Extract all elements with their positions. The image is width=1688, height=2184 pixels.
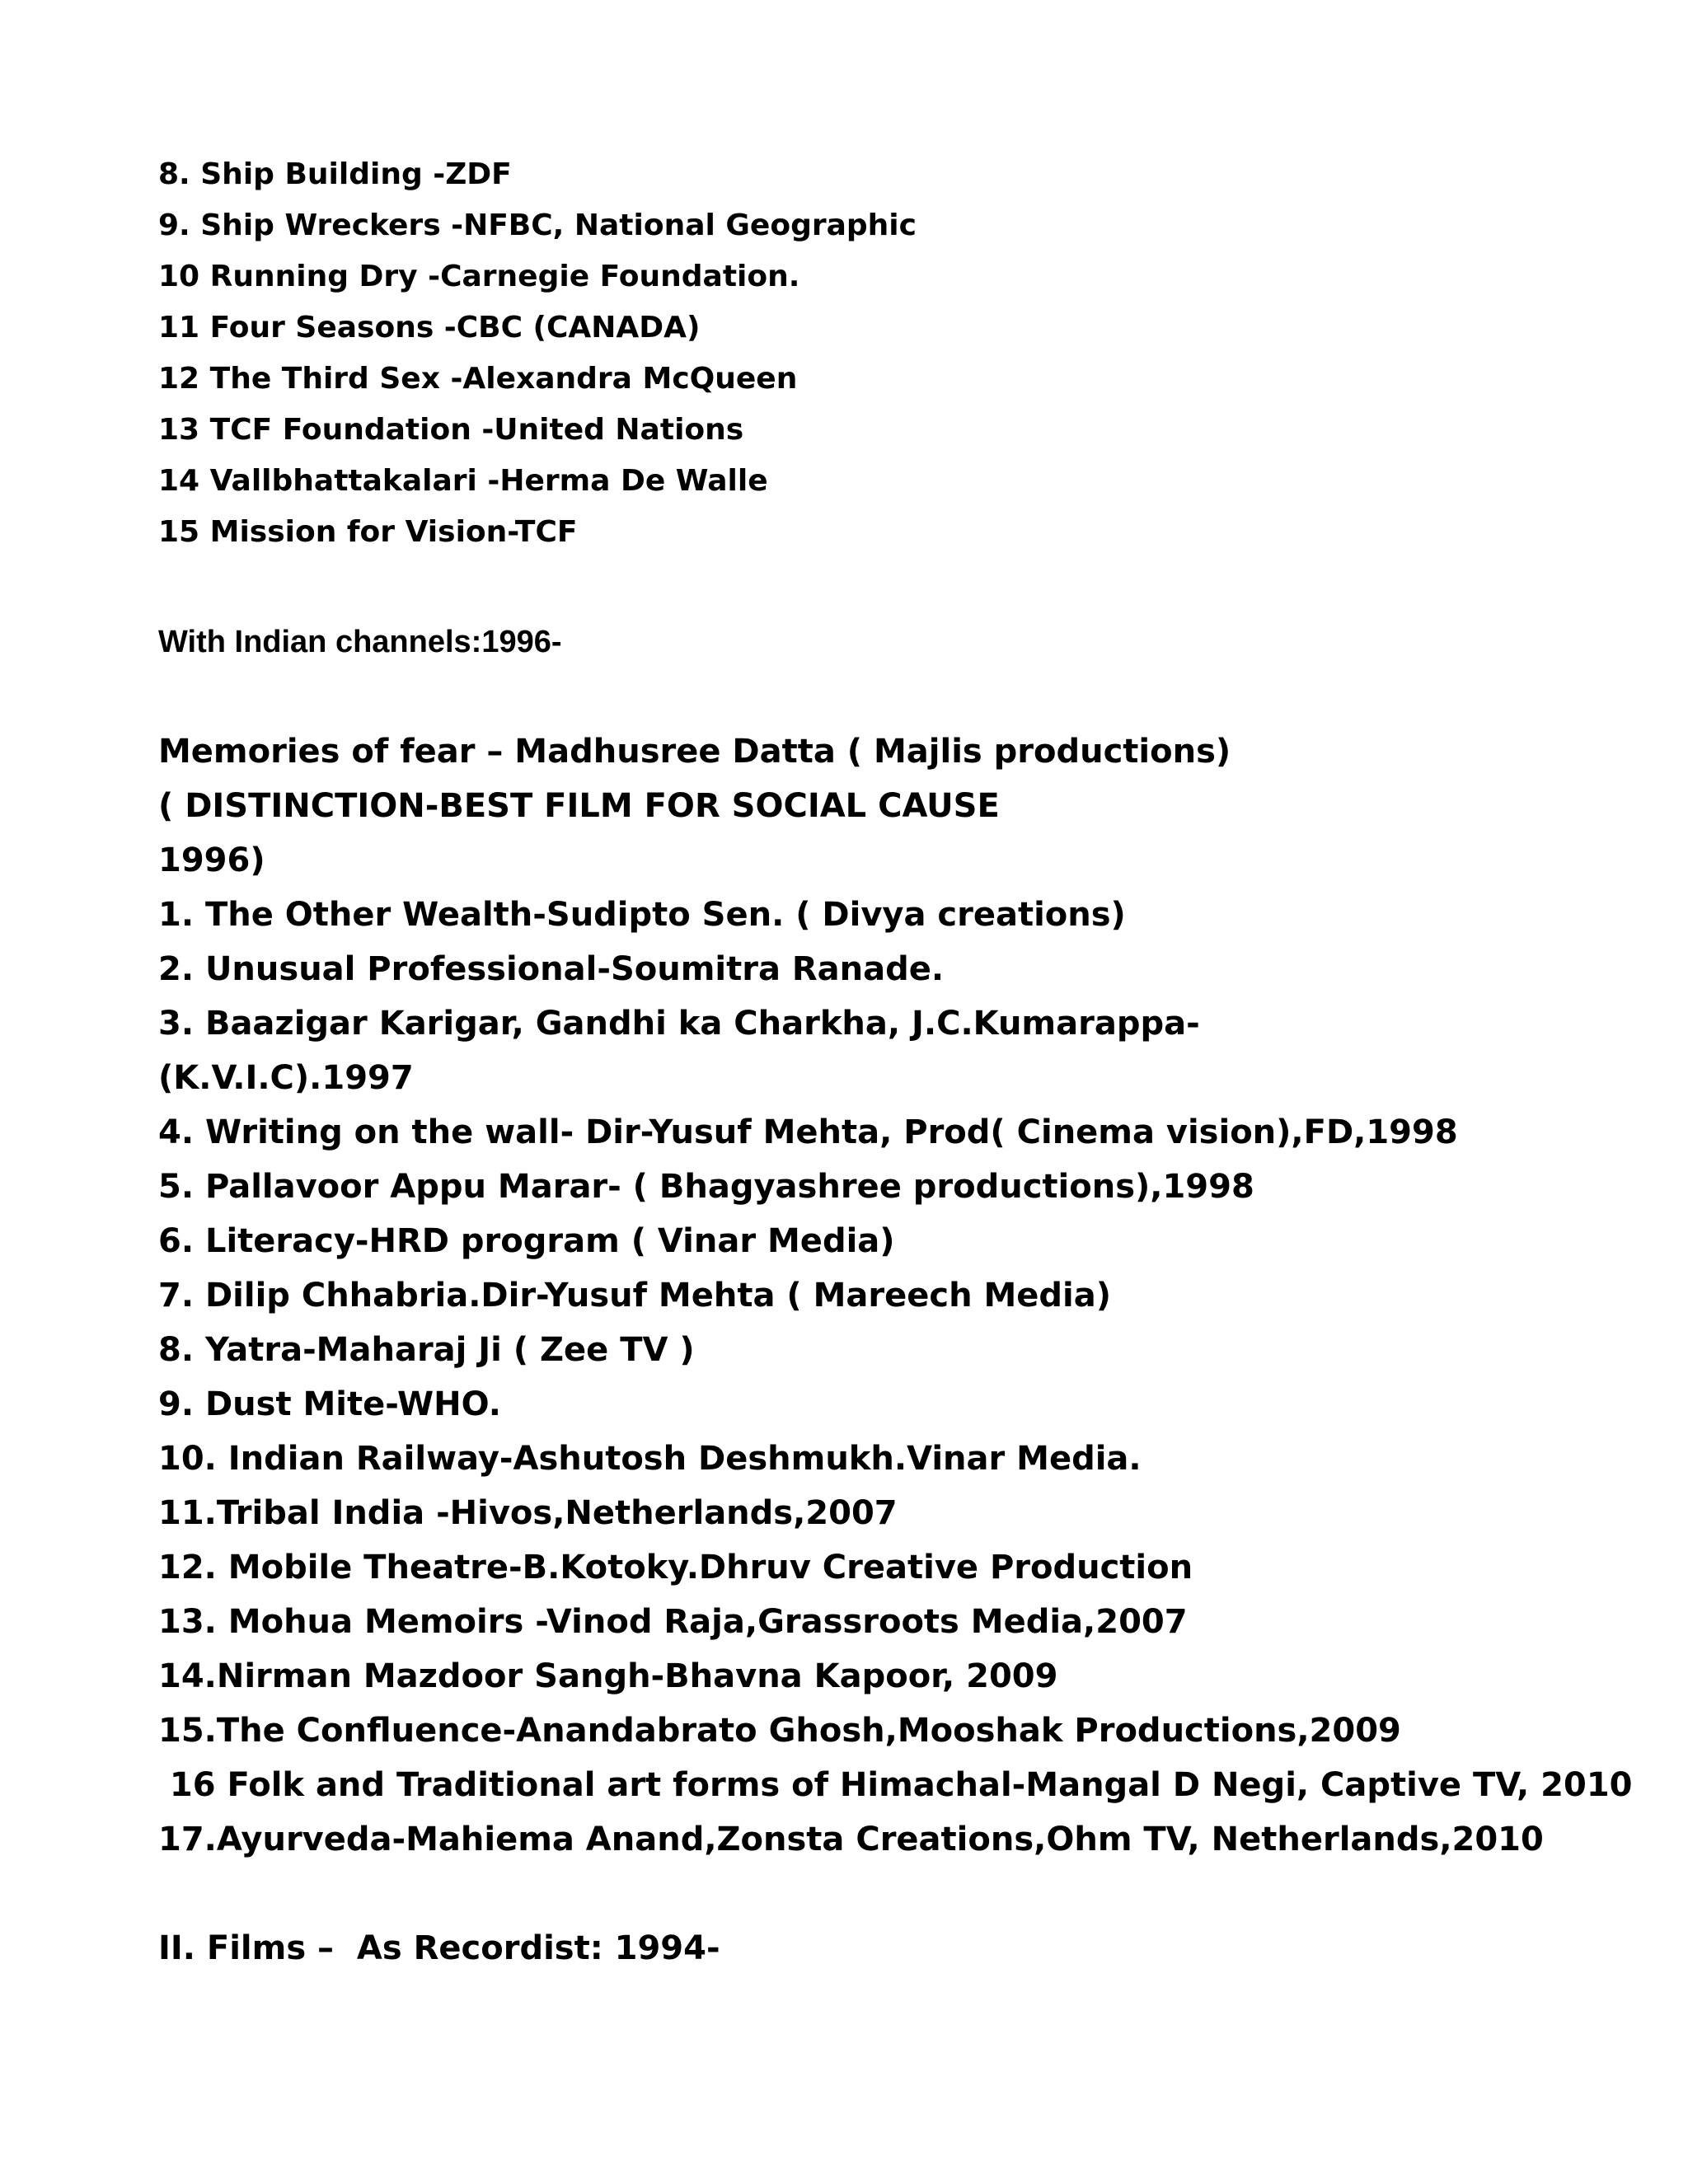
list-item: Memories of fear – Madhusree Datta ( Majlis productions)	[158, 733, 1231, 771]
section-heading-recordist: II. Films – As Recordist: 1994-	[158, 1929, 720, 1967]
list-item: (K.V.I.C).1997	[158, 1059, 414, 1097]
list-item: 8. Ship Building -ZDF	[158, 157, 512, 191]
list-item: 11 Four Seasons -CBC (CANADA)	[158, 311, 701, 344]
list-item: 7. Dilip Chhabria.Dir-Yusuf Mehta ( Mareech Media)	[158, 1277, 1112, 1315]
list-item: 8. Yatra-Maharaj Ji ( Zee TV )	[158, 1331, 695, 1369]
list-item: 10 Running Dry -Carnegie Foundation.	[158, 260, 800, 293]
list-item: 9. Ship Wreckers -NFBC, National Geographic	[158, 209, 917, 242]
list-item: 2. Unusual Professional-Soumitra Ranade.	[158, 950, 945, 988]
list-item: 3. Baazigar Karigar, Gandhi ka Charkha, J.C.Kumarappa-	[158, 1005, 1200, 1043]
list-item: 14.Nirman Mazdoor Sangh-Bhavna Kapoor, 2009	[158, 1657, 1058, 1695]
list-item: 12. Mobile Theatre-B.Kotoky.Dhruv Creative Production	[158, 1549, 1193, 1586]
list-item: 12 The Third Sex -Alexandra McQueen	[158, 362, 798, 396]
list-item: 17.Ayurveda-Mahiema Anand,Zonsta Creations,Ohm TV, Netherlands,2010	[158, 1821, 1544, 1858]
list-item: 1996)	[158, 841, 265, 879]
list-item: 14 Vallbhattakalari -Herma De Walle	[158, 464, 768, 498]
list-item: 1. The Other Wealth-Sudipto Sen. ( Divya creations)	[158, 896, 1126, 934]
list-item: 4. Writing on the wall- Dir-Yusuf Mehta, Prod( Cinema vision),FD,1998	[158, 1113, 1458, 1151]
list-item: 13. Mohua Memoirs -Vinod Raja,Grassroots Media,2007	[158, 1603, 1188, 1641]
list-item: 9. Dust Mite-WHO.	[158, 1385, 501, 1423]
list-item: 11.Tribal India -Hivos,Netherlands,2007	[158, 1494, 898, 1532]
section-heading-indian-channels: With Indian channels:1996-	[158, 625, 562, 659]
list-item: 15.The Confluence-Anandabrato Ghosh,Mooshak Productions,2009	[158, 1712, 1401, 1750]
list-item: ( DISTINCTION-BEST FILM FOR SOCIAL CAUSE	[158, 787, 1000, 825]
list-item: 13 TCF Foundation -United Nations	[158, 413, 744, 447]
list-item: 16 Folk and Traditional art forms of Himachal-Mangal D Negi, Captive TV, 2010	[158, 1766, 1633, 1804]
list-item: 15 Mission for Vision-TCF	[158, 515, 578, 549]
list-item: 10. Indian Railway-Ashutosh Deshmukh.Vinar Media.	[158, 1440, 1142, 1478]
list-item: 5. Pallavoor Appu Marar- ( Bhagyashree productions),1998	[158, 1168, 1254, 1206]
list-item: 6. Literacy-HRD program ( Vinar Media)	[158, 1222, 895, 1260]
